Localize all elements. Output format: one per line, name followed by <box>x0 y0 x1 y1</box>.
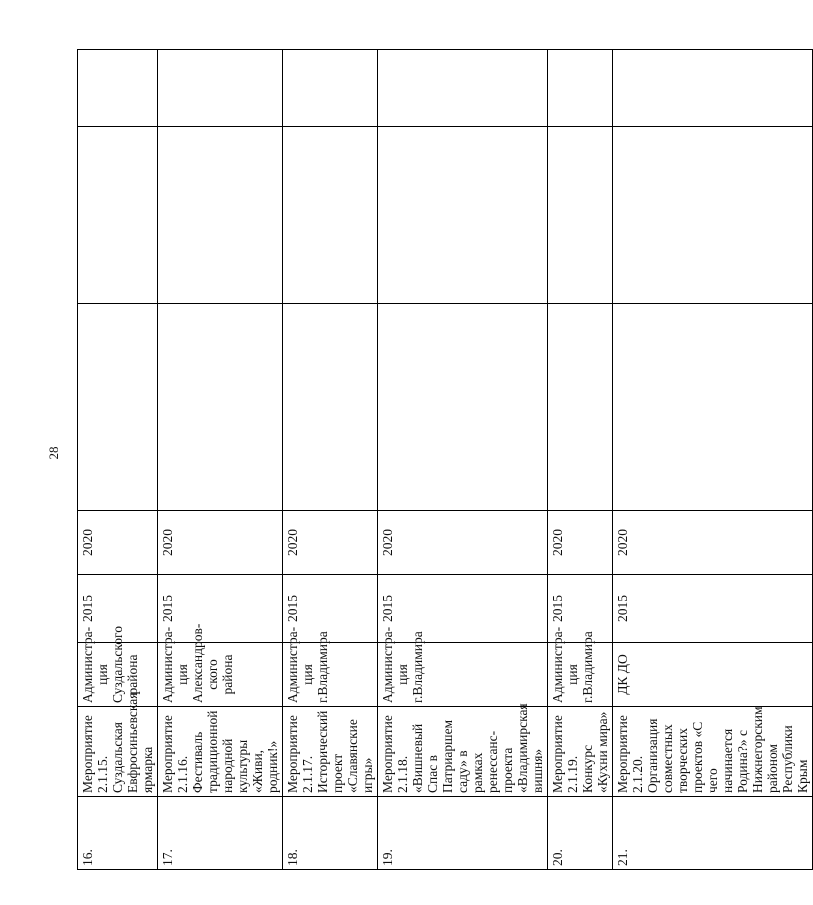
rotated-table-container <box>77 50 810 870</box>
table-row <box>283 50 378 870</box>
row-number: 17. <box>158 797 283 870</box>
executor-cell: ДК ДО <box>613 643 813 707</box>
row-number: 21. <box>613 797 813 870</box>
table-row <box>78 50 158 870</box>
end-year-cell: 2020 <box>613 511 813 575</box>
executor-cell: Администра-ция г.Владимира <box>378 643 548 707</box>
page-number: 28 <box>46 446 61 460</box>
empty-cell <box>378 127 548 304</box>
table-row <box>548 50 613 870</box>
table-row <box>158 50 283 870</box>
end-year-cell: 2020 <box>158 511 283 575</box>
table-row <box>378 50 548 870</box>
empty-cell <box>378 50 548 127</box>
executor-cell: Администра-ция г.Владимира <box>548 643 613 707</box>
end-year-cell: 2020 <box>283 511 378 575</box>
empty-cell <box>158 50 283 127</box>
start-year-cell: 2015 <box>78 575 158 643</box>
empty-cell <box>548 127 613 304</box>
event-cell: Мероприятие 2.1.20. Организация совместных творческих проектов «С чего начинается Родина?» с Нижнегорским районом Республики Крым <box>613 707 813 797</box>
executor-cell: Администра-ция г.Владимира <box>283 643 378 707</box>
event-cell: Мероприятие 2.1.15. Суздальская Евфросиньевская ярмарка <box>78 707 158 797</box>
empty-cell <box>283 304 378 511</box>
empty-cell <box>158 304 283 511</box>
event-cell: Мероприятие 2.1.18. «Вишневый Спас в Патриаршем саду» в рамках ренессанс-проекта «Владимирская вишня» <box>378 707 548 797</box>
start-year-cell: 2015 <box>613 575 813 643</box>
empty-cell <box>158 127 283 304</box>
executor-cell: Администра-ция Александров-ского района <box>158 643 283 707</box>
empty-cell <box>548 304 613 511</box>
empty-cell <box>283 127 378 304</box>
empty-cell <box>78 304 158 511</box>
table-row <box>613 50 813 870</box>
empty-cell <box>613 50 813 127</box>
start-year-cell: 2015 <box>378 575 548 643</box>
event-cell: Мероприятие 2.1.17. Исторический проект «Славянские игры» <box>283 707 378 797</box>
start-year-cell: 2015 <box>548 575 613 643</box>
row-number: 20. <box>548 797 613 870</box>
row-number: 16. <box>78 797 158 870</box>
executor-cell: Администра-ция Суздальского района <box>78 643 158 707</box>
empty-cell <box>378 304 548 511</box>
event-cell: Мероприятие 2.1.16. Фестиваль традиционной народной культуры «Живи, родник!» <box>158 707 283 797</box>
empty-cell <box>283 50 378 127</box>
end-year-cell: 2020 <box>548 511 613 575</box>
event-cell: Мероприятие 2.1.19. Конкурс «Кухни мира» <box>548 707 613 797</box>
row-number: 18. <box>283 797 378 870</box>
empty-cell <box>78 127 158 304</box>
empty-cell <box>613 304 813 511</box>
start-year-cell: 2015 <box>283 575 378 643</box>
start-year-cell: 2015 <box>158 575 283 643</box>
events-table <box>77 49 813 870</box>
empty-cell <box>613 127 813 304</box>
empty-cell <box>78 50 158 127</box>
row-number: 19. <box>378 797 548 870</box>
end-year-cell: 2020 <box>378 511 548 575</box>
empty-cell <box>548 50 613 127</box>
end-year-cell: 2020 <box>78 511 158 575</box>
